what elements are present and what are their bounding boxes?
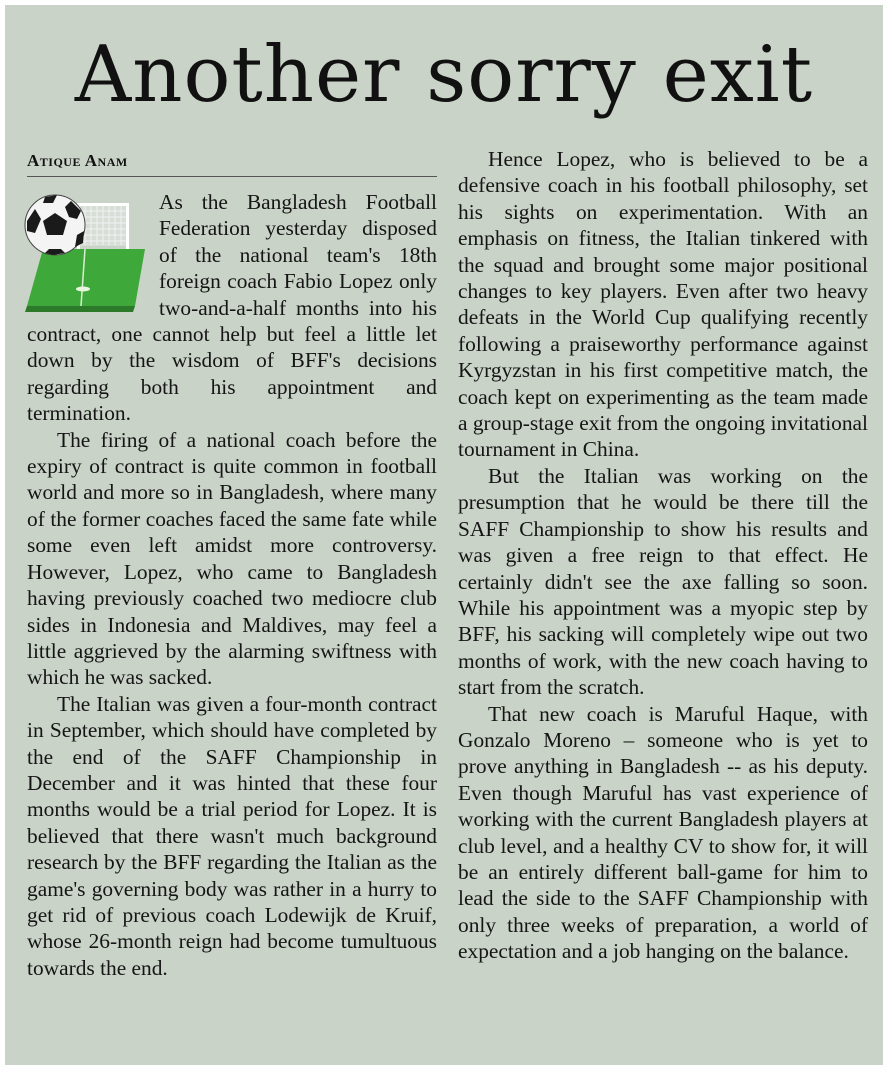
paragraph-5: But the Italian was working on the presumption that he would be there till the SAFF Championship to show his results and was given a free reign to that effect. He certainly didn't see the axe falling so soon. While his appointment was a myopic step by BFF, his sacking will completely wipe out two months of work, with the new coach having to start from the scratch. [458, 463, 868, 700]
column-left [27, 189, 437, 981]
byline: Atique Anam [27, 151, 128, 170]
paragraph-1-text: As the Bangladesh Football Federation yesterday disposed of the national team's 18th foreign coach Fabio Lopez only two-and-a-half months into his contract, one cannot help but feel a little let down by the wisdom of BFF's decisions regarding both his appointment and termination. [27, 190, 437, 426]
news-clipping [5, 5, 883, 1065]
paragraph-4: Hence Lopez, who is believed to be a defensive coach in his football philosophy, set his sights on experimentation. With an emphasis on fitness, the Italian tinkered with the squad and brought some major positional changes to key players. Even after two heavy defeats in the World Cup qualifying recently following a praiseworthy performance against Kyrgyzstan in his first competitive match, the coach kept on experimenting as the team made a group-stage exit from the ongoing invitational tournament in China. [458, 147, 868, 462]
byline-divider [27, 176, 437, 177]
column-right [458, 146, 868, 965]
football-goal-icon [23, 191, 151, 312]
paragraph-3: The Italian was given a four-month contract in September, which should have completed by the end of the SAFF Championship in December and it was hinted that these four months would be a trial period for Lopez. It is believed that there wasn't much background research by the BFF regarding the Italian as the game's governing body was rather in a hurry to get rid of previous coach Lodewijk de Kruif, whose 26-month reign had become tumultuous towards the end. [27, 691, 437, 980]
headline: Another sorry exit [74, 30, 814, 120]
paragraph-1 [27, 189, 437, 427]
paragraph-2: The firing of a national coach before the expiry of contract is quite common in football world and more so in Bangladesh, where many of the former coaches faced the same fate while some even left amidst more controversy. However, Lopez, who came to Bangladesh having previously coached two mediocre club sides in Indonesia and Maldives, may feel a little aggrieved by the alarming swiftness with which he was sacked. [27, 427, 437, 690]
paragraph-6: That new coach is Maruful Haque, with Gonzalo Moreno – someone who is yet to prove anything in Bangladesh -- as his deputy. Even though Maruful has vast experience of working with the current Bangladesh players at club level, and a healthy CV to show for, it will be an entirely different ball-game for him to lead the side to the SAFF Championship with only three weeks of preparation, a world of expectation and a job hanging on the balance. [458, 701, 868, 964]
